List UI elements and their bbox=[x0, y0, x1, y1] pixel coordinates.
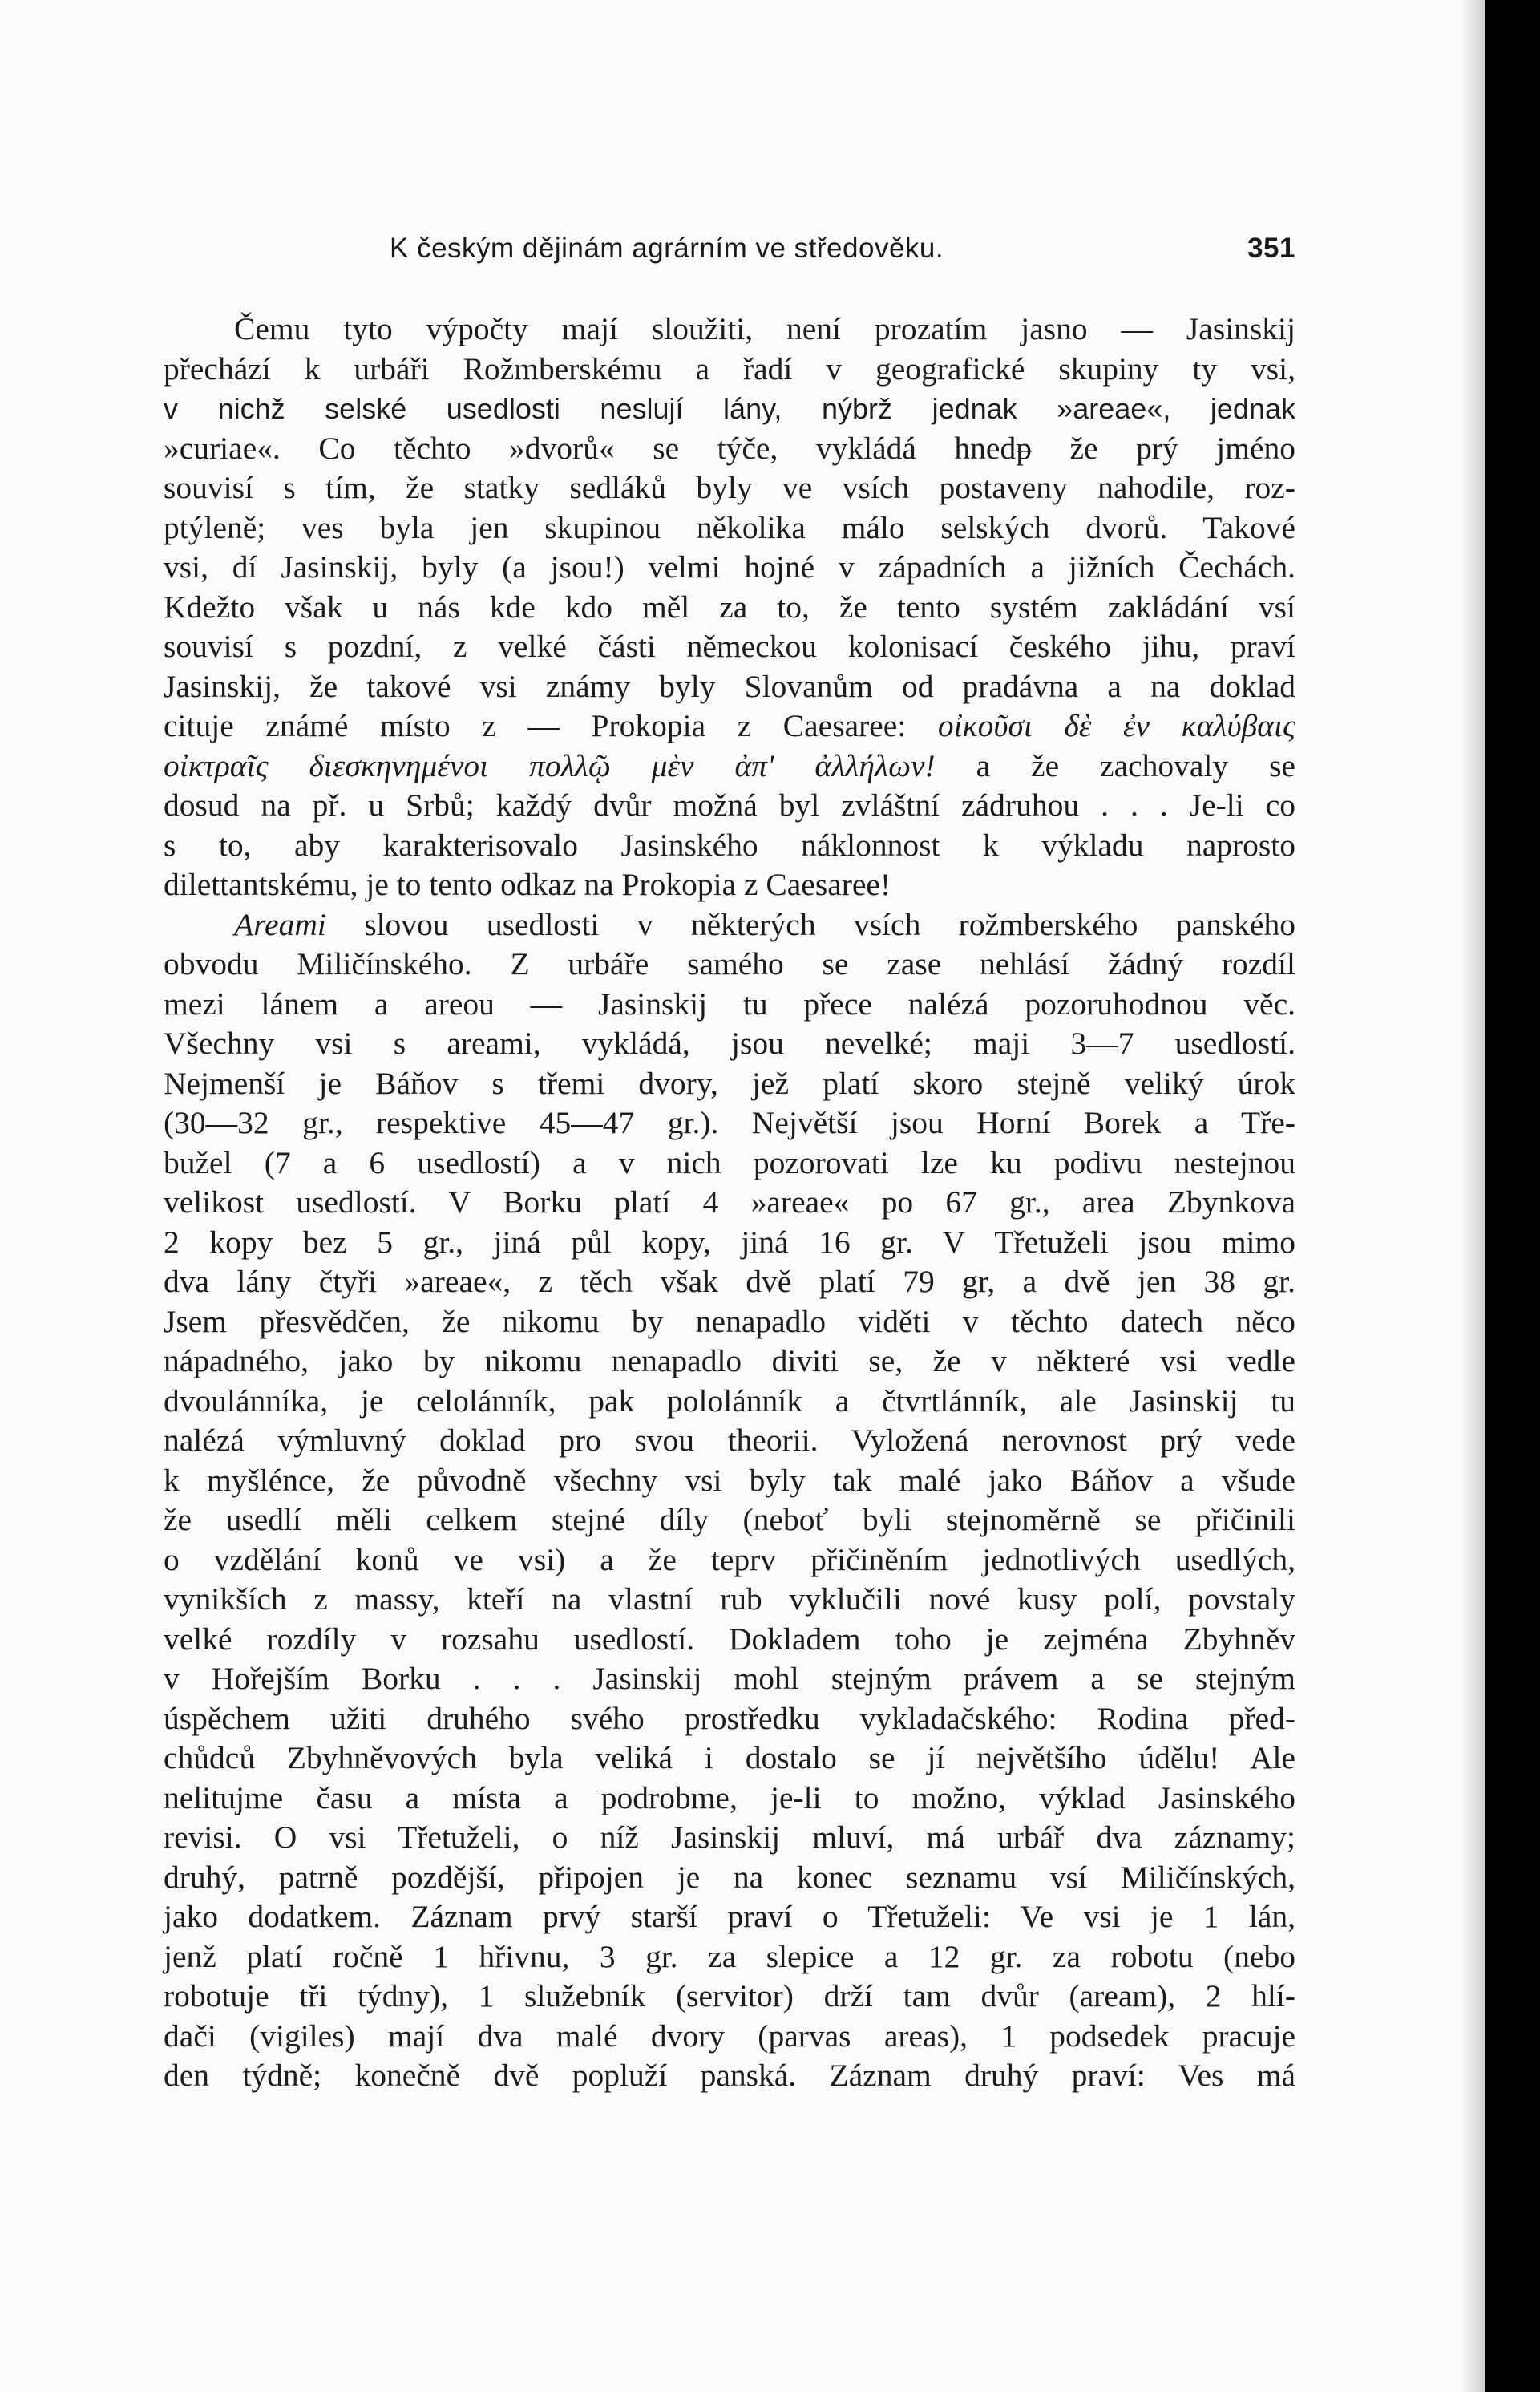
page-edge-shadow bbox=[1461, 0, 1485, 2392]
text-line: Nejmenší je Báňov s třemi dvory, jež platí skoro stejně veliký úrok bbox=[164, 1065, 1295, 1101]
text-line: mezi lánem a areou — Jasinskij tu přece nalézá pozoruhodnou věc. bbox=[164, 986, 1295, 1022]
text-line: Jsem přesvědčen, že nikomu by nenapadlo viděti v těchto datech něco bbox=[164, 1303, 1295, 1339]
text-line: ptýleně; ves byla jen skupinou několika málo selských dvorů. Takové bbox=[164, 509, 1295, 545]
text-line: dva lány čtyři »areae«, z těch však dvě platí 79 gr, a dvě jen 38 gr. bbox=[164, 1264, 1295, 1299]
text-line: dači (vigiles) mají dva malé dvory (parvas areas), 1 podsedek pracuje bbox=[164, 2018, 1295, 2054]
text-line: Areami slovou usedlosti v některých vsích rožmberského panského bbox=[234, 906, 1295, 942]
text-line: dosud na př. u Srbů; každý dvůr možná byl zvláštní zádruhou . . . Je-li co bbox=[164, 787, 1295, 823]
text-line: bužel (7 a 6 usedlostí) a v nich pozorovati lze ku podivu nestejnou bbox=[164, 1144, 1295, 1180]
text-line: Čemu tyto výpočty mají sloužiti, není prozatím jasno — Jasinskij bbox=[234, 311, 1295, 346]
text-line: obvodu Miličínského. Z urbáře samého se zase nehlásí žádný rozdíl bbox=[164, 946, 1295, 981]
text-line: Všechny vsi s areami, vykládá, jsou nevelké; maji 3—7 usedlostí. bbox=[164, 1026, 1295, 1061]
text-line: úspěchem užiti druhého svého prostředku vykladačského: Rodina před- bbox=[164, 1700, 1295, 1736]
text-line: dilettantskému, je to tento odkaz na Prokopia z Caesaree! bbox=[164, 867, 891, 902]
text-line: o vzdělání konů ve vsi) a že teprv přičiněním jednotlivých usedlých, bbox=[164, 1541, 1295, 1577]
text-line: οἰκτραῖς διεσκηνημένοι πολλῷ μὲν ἀπ' ἀλλήλων! a že zachovaly se bbox=[164, 747, 1295, 783]
text-line: jako dodatkem. Záznam prvý starší praví o Třetuželi: Ve vsi je 1 lán, bbox=[164, 1899, 1295, 1934]
text-line: robotuje tři týdny), 1 služebník (servitor) drží tam dvůr (aream), 2 hlí- bbox=[164, 1978, 1295, 2014]
text-line: chůdců Zbyhněvových byla veliká i dostalo se jí největšího údělu! Ale bbox=[164, 1740, 1295, 1775]
text-line: jenž platí ročně 1 hřivnu, 3 gr. za slepice a 12 gr. za robotu (nebo bbox=[164, 1938, 1295, 1974]
text-line: nápadného, jako by nikomu nenapadlo diviti se, že v některé vsi vedle bbox=[164, 1343, 1295, 1378]
text-line: Jasinskij, že takové vsi známy byly Slovanům od pradávna a na doklad bbox=[164, 668, 1295, 704]
text-line: velikost usedlostí. V Borku platí 4 »areae« po 67 gr., area Zbynkova bbox=[164, 1184, 1295, 1220]
text-line: vsi, dí Jasinskij, byly (a jsou!) velmi hojné v západních a jižních Čechách. bbox=[164, 549, 1295, 585]
text-line: den týdně; konečně dvě popluží panská. Záznam druhý praví: Ves má bbox=[164, 2058, 1295, 2093]
text-line: velké rozdíly v rozsahu usedlostí. Dokladem toho je zejména Zbyhněv bbox=[164, 1621, 1295, 1657]
text-line: »curiae«. Co těchto »dvorů« se týče, vykládá hnedᵽ že prý jméno bbox=[164, 430, 1296, 466]
greek-quote: οἰκτραῖς διεσκηνημένοι πολλῷ μὲν ἀπ' ἀλλήλων! bbox=[164, 747, 936, 783]
text-line: Kdežto však u nás kde kdo měl za to, že tento systém zakládání vsí bbox=[164, 589, 1295, 625]
page-number: 351 bbox=[1247, 233, 1295, 264]
text-line: vynikších z massy, kteří na vlastní rub vyklučili nové kusy polí, povstaly bbox=[164, 1581, 1295, 1617]
greek-quote: οἰκοῦσι δὲ ἐν καλύβαις bbox=[937, 708, 1295, 743]
text-line: nelitujme času a místa a podrobme, je-li to možno, výklad Jasinského bbox=[164, 1779, 1295, 1815]
text-line: souvisí s tím, že statky sedláků byly ve vsích postaveny nahodile, roz- bbox=[164, 470, 1295, 505]
text-line: revisi. O vsi Třetuželi, o níž Jasinskij mluví, má urbář dva záznamy; bbox=[164, 1819, 1295, 1855]
running-header bbox=[164, 233, 1295, 281]
text-line: přechází k urbáři Rožmberskému a řadí v geografické skupiny ty vsi, bbox=[164, 350, 1295, 387]
italic-term: Areami bbox=[234, 906, 326, 942]
text-line: s to, aby karakterisovalo Jasinského náklonnost k výkladu naprosto bbox=[164, 827, 1295, 863]
text-line: dvoulánníka, je celolánník, pak pololánník a čtvrtlánník, ale Jasinskij tu bbox=[164, 1382, 1295, 1419]
text-line: nalézá výmluvný doklad pro svou theorii. Vyložená nerovnost prý vede bbox=[164, 1423, 1295, 1458]
body-text bbox=[164, 310, 1295, 2096]
text-line: (30—32 gr., respektive 45—47 gr.). Největší jsou Horní Borek a Tře- bbox=[164, 1105, 1295, 1140]
text-line: v nichž selské usedlosti neslují lány, nýbrž jednak »areae«, jednak bbox=[164, 392, 1295, 425]
text-line: k myšlénce, že původně všechny vsi byly tak malé jako Báňov a všude bbox=[164, 1462, 1295, 1498]
text-line: 2 kopy bez 5 gr., jiná půl kopy, jiná 16 gr. V Třetuželi jsou mimo bbox=[164, 1224, 1295, 1260]
text-line: cituje známé místo z — Prokopia z Caesaree: οἰκοῦσι δὲ ἐν καλύβαις bbox=[164, 708, 1295, 743]
text-line: souvisí s pozdní, z velké části německou kolonisací českého jihu, praví bbox=[164, 629, 1295, 664]
text-line: v Hořejším Borku . . . Jasinskij mohl stejným právem a se stejným bbox=[164, 1661, 1295, 1696]
running-title: K českým dějinám agrárním ve středověku. bbox=[390, 233, 944, 264]
text-line: že usedlí měli celkem stejné díly (neboť byli stejnoměrně se přičinili bbox=[164, 1502, 1295, 1537]
text-line: druhý, patrně pozdější, připojen je na konec seznamu vsí Miličínských, bbox=[164, 1859, 1295, 1895]
